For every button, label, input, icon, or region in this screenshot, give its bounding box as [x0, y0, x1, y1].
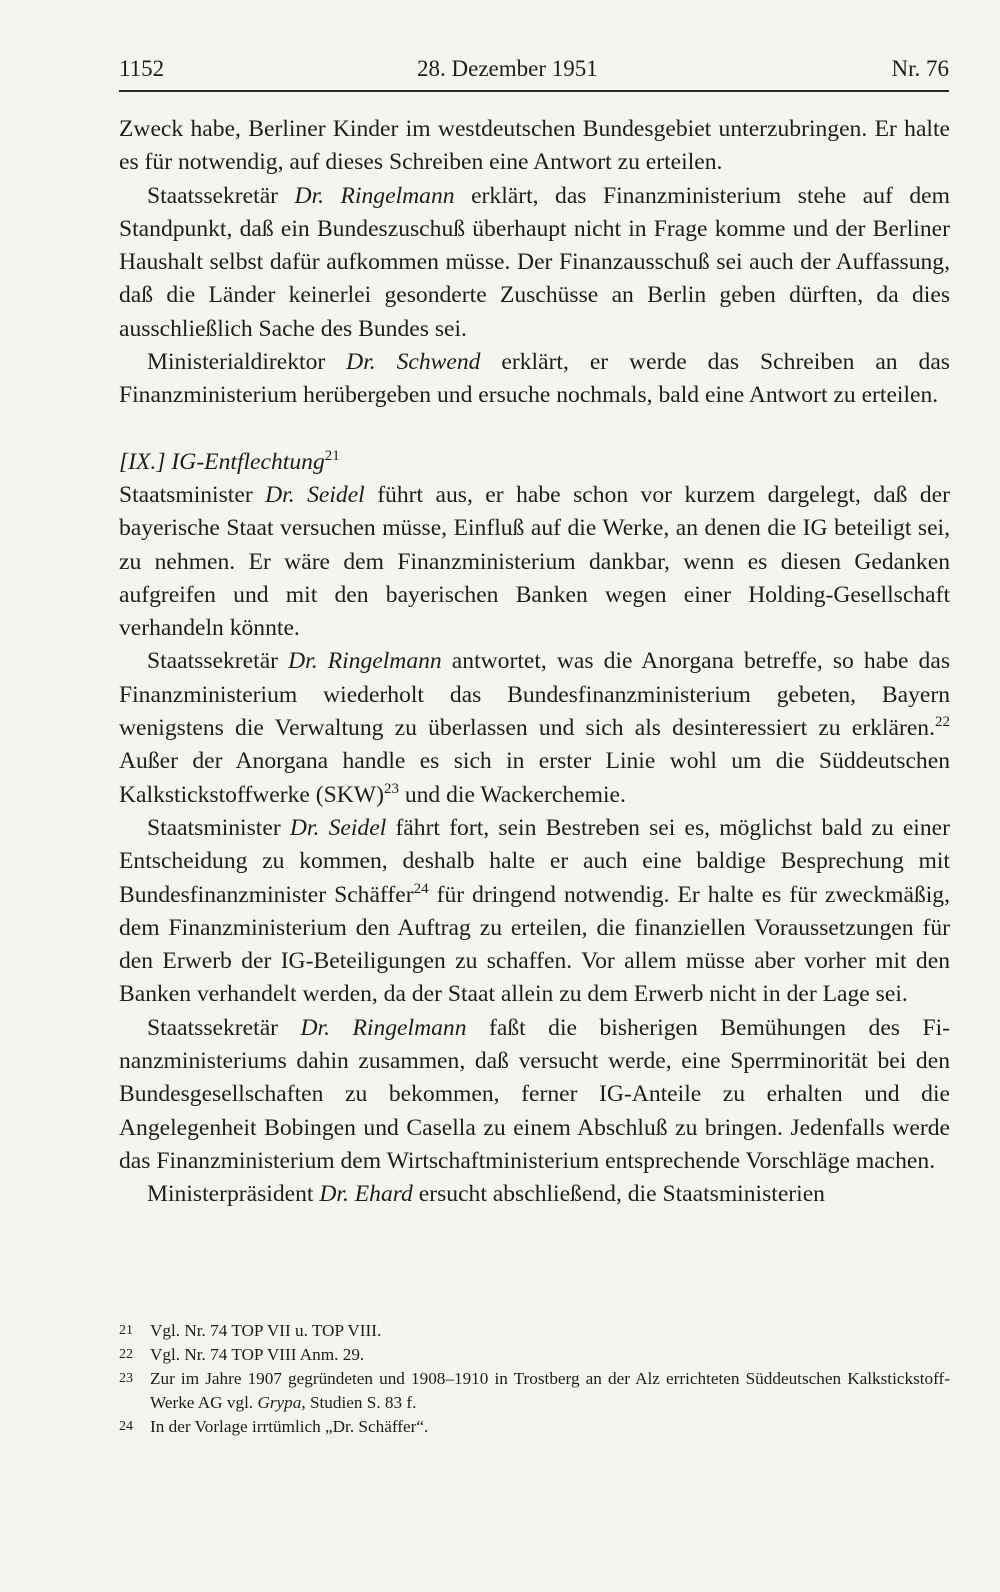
speaker-title: Ministerpräsident [147, 1181, 320, 1208]
footnote [119, 1367, 950, 1415]
paragraph-text: für dringend notwendig. Er halte es für zweckmäßig, dem Finanzministerium den Auftrag zu erteilen, die finanziellen Voraussetzungen für den Erwerb der IG-Beteiligungen zu schaffen. Vor allem müsse aber vorher mit den Banken verhandelt werden, da der Staat allein zu dem Erwerb nicht in der Lage sei. [119, 881, 950, 1008]
speaker-name: Dr. Ringelmann [288, 648, 442, 675]
paragraph-text: erklärt, er werde das Schreiben an das Finanzministerium herübergeben und ersuche nochmals, bald eine Antwort zu erteilen. [119, 349, 950, 409]
section-heading [119, 446, 950, 479]
paragraph-5 [119, 645, 950, 811]
speaker-title: Staatsminister [147, 814, 290, 841]
footnote-ref[interactable]: 21 [324, 447, 340, 464]
footnote-number: 21 [119, 1323, 133, 1338]
footnote-text: Vgl. Nr. 74 TOP VIII Anm. 29. [150, 1345, 365, 1364]
paragraph-text: Außer der Anorgana handle es sich in erster Linie wohl um die Süddeutschen Kalkstickstoffwerke (SKW) [119, 748, 950, 808]
speaker-name: Dr. Ringelmann [294, 182, 455, 209]
paragraph-1: Zweck habe, Berliner Kinder im westdeutschen Bundesgebiet unterzubringen. Er halte es für notwendig, auf dieses Schreiben eine Antwort zu erteilen. [119, 116, 950, 176]
paragraph-text: ersucht abschließend, die Staatsministerien [412, 1181, 825, 1208]
speaker-name: Dr. Ehard [319, 1181, 413, 1208]
speaker-title: Ministerialdirektor [147, 349, 347, 376]
paragraph-3 [119, 346, 950, 413]
paragraph-7 [119, 1012, 950, 1178]
paragraph-text: antwortet, was die Anorgana betreffe, so habe das Finanzministerium wiederholt das Bundesfinanzministerium gebeten, Bayern wenigstens die Verwaltung zu überlassen und sich als desinteressiert zu erklären. [119, 648, 950, 742]
paragraph-2 [119, 180, 950, 346]
footnote-ref[interactable]: 24 [413, 880, 429, 897]
speaker-name: Dr. Seidel [265, 481, 365, 508]
paragraph-8 [119, 1178, 950, 1211]
header-date: 28. Dezember 1951 [417, 56, 598, 81]
speaker-name: Dr. Seidel [289, 814, 387, 841]
speaker-name: Dr. Schwend [346, 349, 481, 376]
body-text [119, 113, 950, 1212]
footnote-ref[interactable]: 23 [383, 780, 399, 797]
paragraph-text: führt aus, er habe schon vor kurzem dargelegt, daß der bayerische Staat versuchen müsse, Einfluß auf die Werke, an denen die IG beteiligt sei, zu nehmen. Er wäre dem Finanzministerium dankbar, wenn es diesen Gedanken aufgreifen und mit den bayerischen Banken wegen einer Holding-Gesellschaft verhandeln könnte. [119, 481, 950, 642]
document-number: Nr. 76 [891, 56, 949, 81]
paragraph-4 [119, 479, 950, 645]
speaker-title: Staatsminister [119, 481, 266, 508]
footnote-number: 23 [119, 1371, 133, 1386]
footnote [119, 1319, 950, 1343]
speaker-name: Dr. Ringelmann [300, 1014, 467, 1041]
footnote-text: In der Vorlage irrtümlich „Dr. Schäffer“. [150, 1417, 429, 1436]
page-number: 1152 [119, 56, 165, 81]
speaker-title: Staatssekretär [147, 648, 289, 675]
footnote-number: 22 [119, 1347, 133, 1362]
speaker-title: Staatssekretär [147, 1014, 301, 1041]
footnote [119, 1415, 950, 1439]
footnote-text: , Studien S. 83 f. [301, 1393, 417, 1412]
footnote-text: Zur im Jahre 1907 gegründeten und 1908–1910 in Trostberg an der Alz errichteten Süddeutschen Kalkstickstoff-Werke AG vgl. [150, 1369, 950, 1412]
footnote-text: Vgl. Nr. 74 TOP VII u. TOP VIII. [150, 1321, 382, 1340]
speaker-title: Staatssekretär [147, 182, 295, 209]
footnote-author: Grypa [257, 1393, 302, 1412]
paragraph-text: faßt die bisherigen Bemühungen des Finanzministeriums dahin zusammen, daß versucht werde, eine Sperrminorität bei den Bundesgesellschaften zu bekommen, ferner IG-Anteile zu erhalten und die Angelegenheit Bobingen und Casella zu einem Abschluß zu bringen. Jedenfalls werde das Finanzministerium dem Wirtschaftministerium entsprechende Vorschläge machen. [119, 1014, 951, 1174]
paragraph-text: fährt fort, sein Bestreben sei es, möglichst bald zu einer Entscheidung zu kommen, deshalb halte er auch eine baldige Besprechung mit Bundesfinanzminister Schäffer [119, 814, 950, 908]
footnote [119, 1343, 950, 1367]
running-header [119, 52, 949, 92]
paragraph-6 [119, 812, 950, 1012]
paragraph-text: und die Wackerchemie. [398, 781, 626, 808]
paragraph-text: erklärt, das Finanzministerium stehe auf dem Standpunkt, daß ein Bundeszuschuß überhaupt nicht in Frage komme und der Berliner Haushalt selbst dafür aufkommen müsse. Der Finanzausschuß sei auch der Auffassung, daß die Länder keinerlei gesonderte Zuschüsse an Berlin geben dürften, da dies ausschließlich Sache des Bundes sei. [119, 182, 950, 342]
footnotes [119, 1319, 950, 1439]
footnote-ref[interactable]: 22 [935, 714, 950, 731]
section-heading-text: [IX.] IG-Entflechtung [119, 448, 325, 475]
footnote-number: 24 [119, 1419, 133, 1434]
